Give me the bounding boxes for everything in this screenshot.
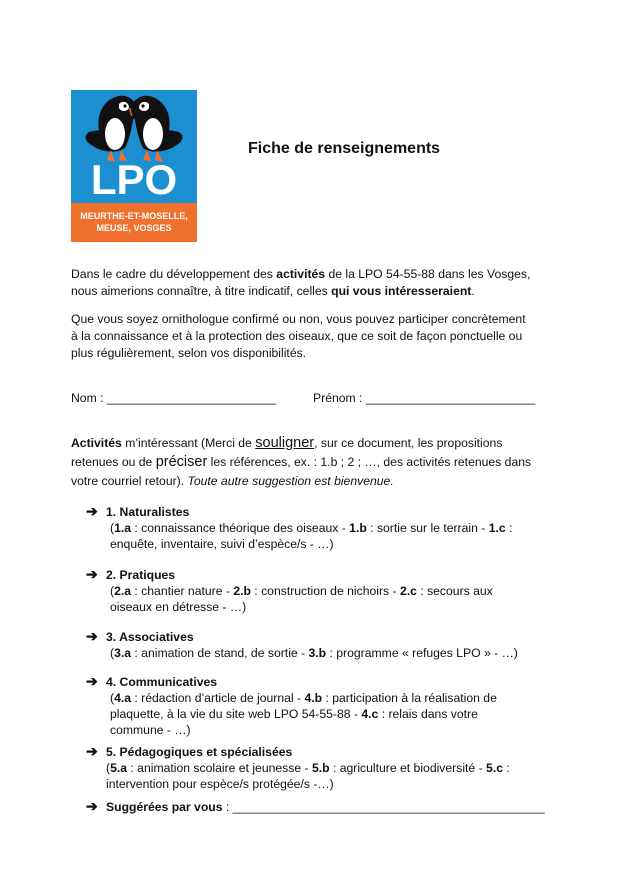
arrow-icon: ➔ — [86, 673, 98, 689]
page-title: Fiche de renseignements — [248, 140, 441, 157]
section-1-body: (1.a : connaissance théorique des oiseaux - 1.b : sortie sur le terrain - 1.c : enquête, inventaire, suivi d’espèce/s - …) — [110, 521, 513, 551]
lpo-logo — [71, 90, 197, 242]
intro-paragraph-2: Que vous soyez ornithologue confirmé ou non, vous pouvez participer concrètement à la connaissance et à la protection des oiseaux, que ce soit de façon ponctuelle ou plus régulièrement, selon vos disponibilités. — [71, 312, 526, 360]
section-3-body: (3.a : animation de stand, de sortie - 3.b : programme « refuges LPO » - …) — [110, 646, 518, 660]
puffin-logo-graphic — [71, 90, 197, 242]
section-3-heading: ➔ 3. Associatives — [86, 628, 194, 644]
prenom-field[interactable]: Prénom : _________________________ — [313, 391, 536, 405]
section-4-heading: ➔ 4. Communicatives — [86, 673, 218, 689]
nom-field[interactable]: Nom : _________________________ — [71, 391, 277, 405]
section-5-body: (5.a : animation scolaire et jeunesse - 5.b : agriculture et biodiversité - 5.c : intervention pour espèce/s protégée/s -…) — [106, 761, 510, 791]
arrow-icon: ➔ — [86, 503, 98, 519]
svg-text:MEURTHE-ET-MOSELLE,: MEURTHE-ET-MOSELLE, — [80, 211, 188, 221]
arrow-icon: ➔ — [86, 628, 98, 644]
section-2-heading: ➔ 2. Pratiques — [86, 566, 176, 582]
intro-line-2: nous aimerions connaître, à titre indicatif, celles qui vous intéresseraient. — [71, 284, 475, 298]
suggestions-heading: ➔ Suggérées par vous : ______________________________________________ — [86, 798, 545, 814]
arrow-icon: ➔ — [86, 798, 98, 814]
svg-text:MEUSE, VOSGES: MEUSE, VOSGES — [96, 223, 172, 233]
section-4-body: (4.a : rédaction d’article de journal - 4.b : participation à la réalisation de plaquette, à la vie du site web LPO 54-55-88 - 4.c : relais dans votre commune - …) — [110, 691, 497, 737]
section-2-body: (2.a : chantier nature - 2.b : construction de nichoirs - 2.c : secours aux oiseaux en détresse - …) — [110, 584, 493, 614]
activities-paragraph: Activités m’intéressant (Merci de souligner, sur ce document, les propositions retenues ou de préciser les références, ex. : 1.b ; 2 ; …, des activités retenues dans votre courriel retour). Toute autre suggestion est bienvenue. — [71, 435, 532, 488]
arrow-icon: ➔ — [86, 743, 98, 759]
arrow-icon: ➔ — [86, 566, 98, 582]
section-1-heading: ➔ 1. Naturalistes — [86, 503, 190, 519]
intro-line-1: Dans le cadre du développement des activités de la LPO 54-55-88 dans les Vosges, — [71, 267, 531, 281]
section-5-heading: ➔ 5. Pédagogiques et spécialisées — [86, 743, 293, 759]
intro-paragraph-1 — [71, 266, 561, 300]
logo-text: LPO — [90, 156, 178, 203]
suggestions-field[interactable]: : ______________________________________________ — [222, 800, 545, 814]
